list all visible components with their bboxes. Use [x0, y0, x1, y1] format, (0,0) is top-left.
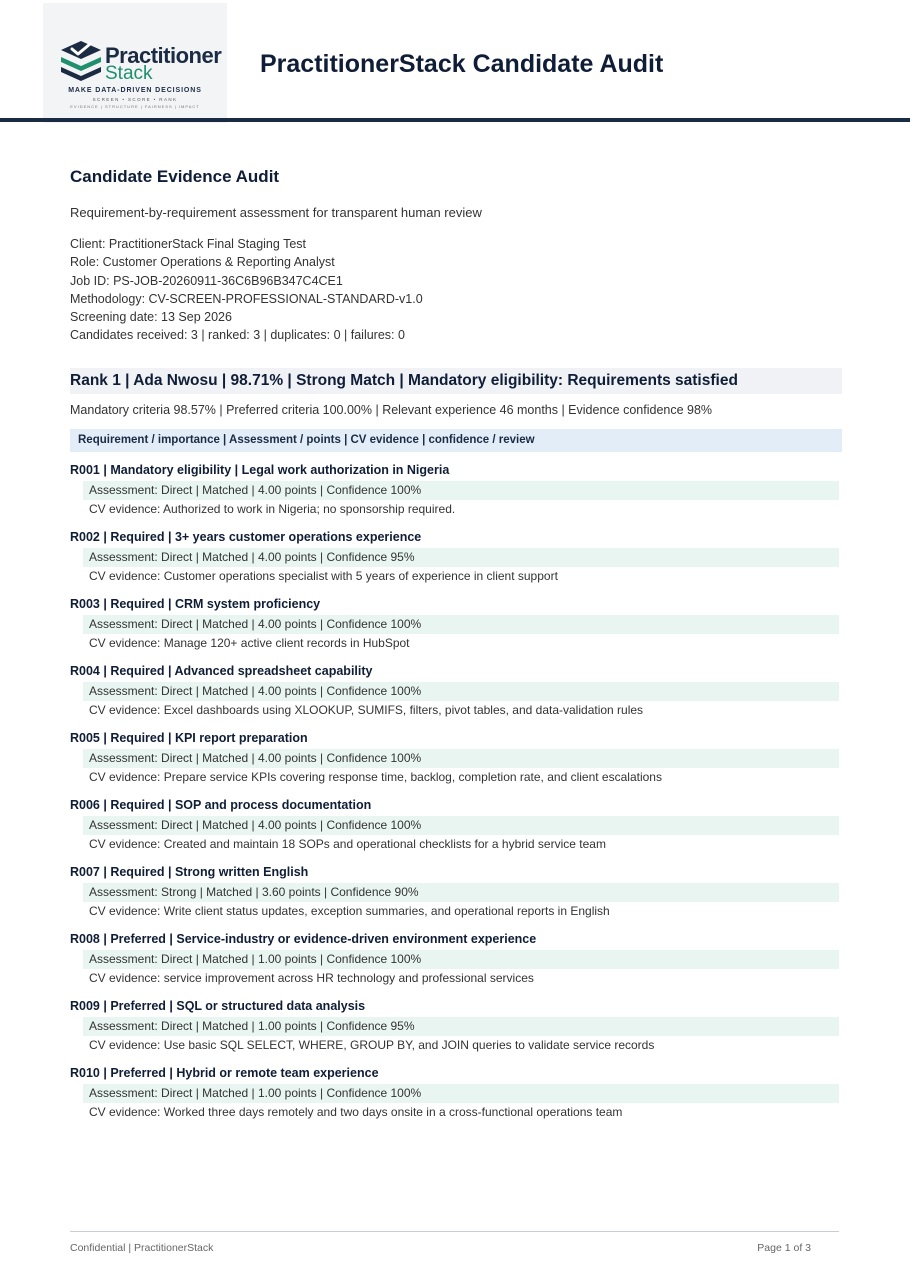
requirement-evidence: CV evidence: Created and maintain 18 SOPs and operational checklists for a hybrid service team: [89, 836, 606, 851]
requirement-title: R008 | Preferred | Service-industry or evidence-driven environment experience: [70, 931, 537, 946]
requirement-title: R005 | Required | KPI report preparation: [70, 730, 308, 745]
meta-candidate-counts: Candidates received: 3 | ranked: 3 | duplicates: 0 | failures: 0: [70, 328, 405, 343]
requirement-assessment: Assessment: Direct | Matched | 4.00 points | Confidence 100%: [83, 682, 839, 701]
audit-content: [70, 166, 842, 1122]
requirement-item: [70, 663, 842, 720]
document-title: PractitionerStack Candidate Audit: [260, 50, 664, 78]
meta-job-id: Job ID: PS-JOB-20260911-36C6B96B347C4CE1: [70, 273, 343, 288]
requirement-title: R004 | Required | Advanced spreadsheet capability: [70, 663, 373, 678]
requirement-evidence: CV evidence: service improvement across HR technology and professional services: [89, 970, 534, 985]
logo-tagline: MAKE DATA-DRIVEN DECISIONS: [68, 87, 202, 94]
requirement-item: [70, 931, 842, 988]
header-divider: [0, 118, 910, 122]
job-metadata: [70, 235, 842, 345]
requirement-evidence: CV evidence: Authorized to work in Nigeria; no sponsorship required.: [89, 501, 456, 516]
footer-confidential: Confidential | PractitionerStack: [70, 1242, 214, 1254]
requirement-assessment: Assessment: Direct | Matched | 1.00 points | Confidence 100%: [83, 1084, 839, 1103]
requirement-item: [70, 864, 842, 921]
logo-values: EVIDENCE | STRUCTURE | FAIRNESS | IMPACT: [70, 104, 200, 109]
candidate-score-summary: Mandatory criteria 98.57% | Preferred criteria 100.00% | Relevant experience 46 months | Evidence confidence 98%: [70, 402, 713, 417]
requirement-evidence: CV evidence: Write client status updates, exception summaries, and operational reports in English: [89, 903, 610, 918]
requirement-item: [70, 730, 842, 787]
requirement-evidence: CV evidence: Customer operations specialist with 5 years of experience in client support: [89, 568, 558, 583]
requirement-assessment: Assessment: Direct | Matched | 1.00 points | Confidence 100%: [83, 950, 839, 969]
section-subtitle: Requirement-by-requirement assessment for transparent human review: [70, 205, 482, 220]
requirement-item: [70, 596, 842, 653]
requirement-item: [70, 529, 842, 586]
requirement-title: R003 | Required | CRM system proficiency: [70, 596, 321, 611]
meta-client: Client: PractitionerStack Final Staging Test: [70, 237, 306, 251]
requirement-assessment: Assessment: Direct | Matched | 4.00 points | Confidence 100%: [83, 749, 839, 768]
logo-wordmark-secondary: Stack: [105, 63, 153, 84]
page-number: Page 1 of 3: [757, 1242, 811, 1254]
requirement-item: [70, 462, 842, 519]
requirement-title: R006 | Required | SOP and process documentation: [70, 797, 372, 812]
candidate-rank-heading: Rank 1 | Ada Nwosu | 98.71% | Strong Match | Mandatory eligibility: Requirements satisfied: [70, 368, 842, 394]
requirement-assessment: Assessment: Direct | Matched | 1.00 points | Confidence 95%: [83, 1017, 839, 1036]
requirement-item: [70, 1065, 842, 1122]
requirement-title: R002 | Required | 3+ years customer operations experience: [70, 529, 422, 544]
logo-subtagline: SCREEN • SCORE • RANK: [92, 97, 178, 102]
requirement-item: [70, 998, 842, 1055]
requirement-evidence: CV evidence: Worked three days remotely and two days onsite in a cross-functional operations team: [89, 1104, 623, 1119]
requirement-evidence: CV evidence: Prepare service KPIs covering response time, backlog, completion rate, and client escalations: [89, 769, 662, 784]
requirement-evidence: CV evidence: Manage 120+ active client records in HubSpot: [89, 635, 410, 650]
footer-divider: [70, 1231, 839, 1232]
requirement-title: R007 | Required | Strong written English: [70, 864, 309, 879]
requirements-table-header: Requirement / importance | Assessment / points | CV evidence | confidence / review: [70, 429, 842, 452]
requirement-evidence: CV evidence: Excel dashboards using XLOOKUP, SUMIFS, filters, pivot tables, and data-validation rules: [89, 702, 644, 717]
requirement-assessment: Assessment: Direct | Matched | 4.00 points | Confidence 100%: [83, 615, 839, 634]
requirement-title: R010 | Preferred | Hybrid or remote team experience: [70, 1065, 379, 1080]
logo-wordmark-primary: Practitioner: [105, 43, 222, 68]
section-title: Candidate Evidence Audit: [70, 167, 280, 186]
requirement-assessment: Assessment: Direct | Matched | 4.00 points | Confidence 100%: [83, 481, 839, 500]
requirement-assessment: Assessment: Direct | Matched | 4.00 points | Confidence 95%: [83, 548, 839, 567]
requirement-title: R001 | Mandatory eligibility | Legal work authorization in Nigeria: [70, 462, 450, 477]
requirement-assessment: Assessment: Strong | Matched | 3.60 points | Confidence 90%: [83, 883, 839, 902]
meta-screening-date: Screening date: 13 Sep 2026: [70, 310, 232, 325]
meta-methodology: Methodology: CV-SCREEN-PROFESSIONAL-STANDARD-v1.0: [70, 291, 423, 306]
requirement-title: R009 | Preferred | SQL or structured data analysis: [70, 998, 366, 1013]
company-logo: [43, 3, 227, 123]
meta-role: Role: Customer Operations & Reporting Analyst: [70, 255, 335, 270]
requirement-evidence: CV evidence: Use basic SQL SELECT, WHERE, GROUP BY, and JOIN queries to validate service records: [89, 1037, 655, 1052]
stacked-layers-check-icon: [59, 39, 103, 83]
requirement-assessment: Assessment: Direct | Matched | 4.00 points | Confidence 100%: [83, 816, 839, 835]
requirement-item: [70, 797, 842, 854]
